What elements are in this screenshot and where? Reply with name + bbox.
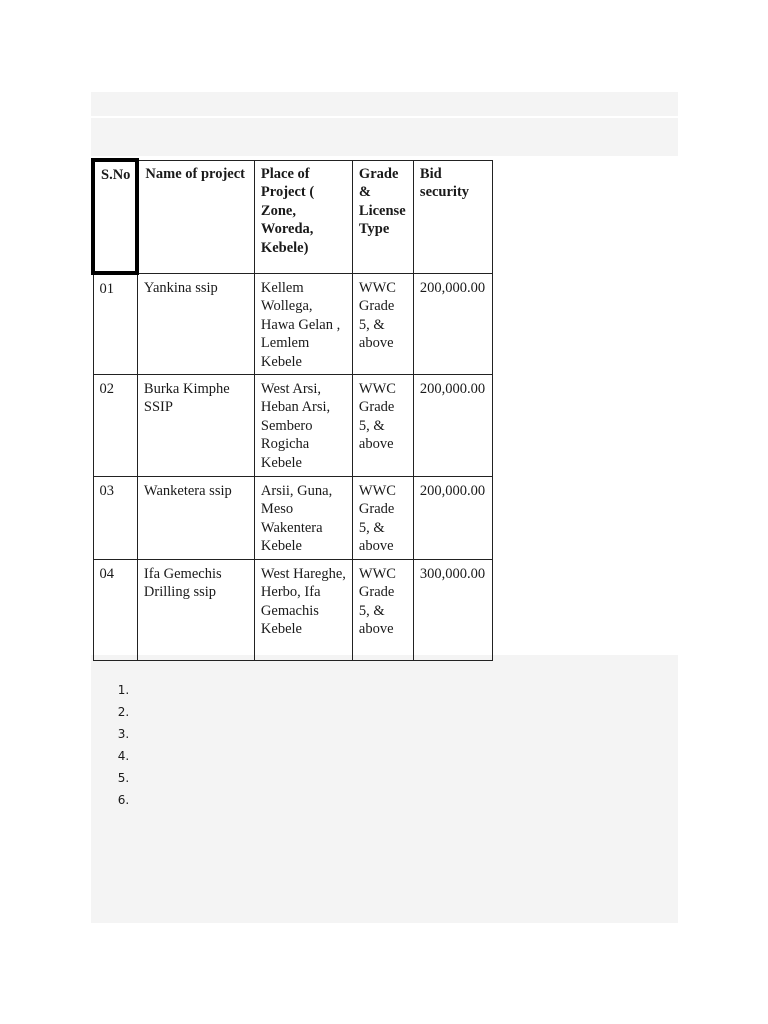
- projects-table: [91, 158, 493, 661]
- cell-place: Arsii, Guna, Meso Wakentera Kebele: [254, 476, 352, 559]
- cell-project-name: Ifa Gemechis Drilling ssip: [137, 559, 254, 660]
- table-row: [93, 273, 492, 374]
- requirement-item: [133, 702, 718, 722]
- title-band: [91, 92, 678, 116]
- cell-sno: 02: [93, 374, 137, 476]
- requirement-item: [133, 680, 718, 700]
- cell-sno: 04: [93, 559, 137, 660]
- header-bid-security: Bid security: [413, 160, 492, 273]
- cell-grade: WWC Grade 5, & above: [352, 273, 413, 374]
- requirement-item: [133, 724, 718, 744]
- table-row: [93, 476, 492, 559]
- cell-place: West Hareghe, Herbo, Ifa Gemachis Kebele: [254, 559, 352, 660]
- cell-grade: WWC Grade 5, & above: [352, 476, 413, 559]
- header-sno: S.No: [93, 160, 137, 273]
- intro-band: [91, 118, 678, 156]
- cell-bid-security: 200,000.00: [413, 374, 492, 476]
- cell-sno: 01: [93, 273, 137, 374]
- requirement-item: [133, 790, 718, 810]
- cell-place: Kellem Wollega, Hawa Gelan , Lemlem Kebele: [254, 273, 352, 374]
- table-row: [93, 374, 492, 476]
- cell-grade: WWC Grade 5, & above: [352, 374, 413, 476]
- requirement-item: [133, 768, 718, 788]
- cell-bid-security: 200,000.00: [413, 476, 492, 559]
- cell-sno: 03: [93, 476, 137, 559]
- header-grade: Grade & License Type: [352, 160, 413, 273]
- cell-grade: WWC Grade 5, & above: [352, 559, 413, 660]
- cell-bid-security: 200,000.00: [413, 273, 492, 374]
- cell-project-name: Burka Kimphe SSIP: [137, 374, 254, 476]
- header-place: Place of Project ( Zone, Woreda, Kebele): [254, 160, 352, 273]
- cell-place: West Arsi, Heban Arsi, Sembero Rogicha Kebele: [254, 374, 352, 476]
- requirements-list: [91, 680, 718, 812]
- table-header-row: [93, 160, 492, 273]
- requirement-item: [133, 746, 718, 766]
- header-project-name: Name of project: [137, 160, 254, 273]
- cell-project-name: Wanketera ssip: [137, 476, 254, 559]
- cell-project-name: Yankina ssip: [137, 273, 254, 374]
- cell-bid-security: 300,000.00: [413, 559, 492, 660]
- table-row: [93, 559, 492, 660]
